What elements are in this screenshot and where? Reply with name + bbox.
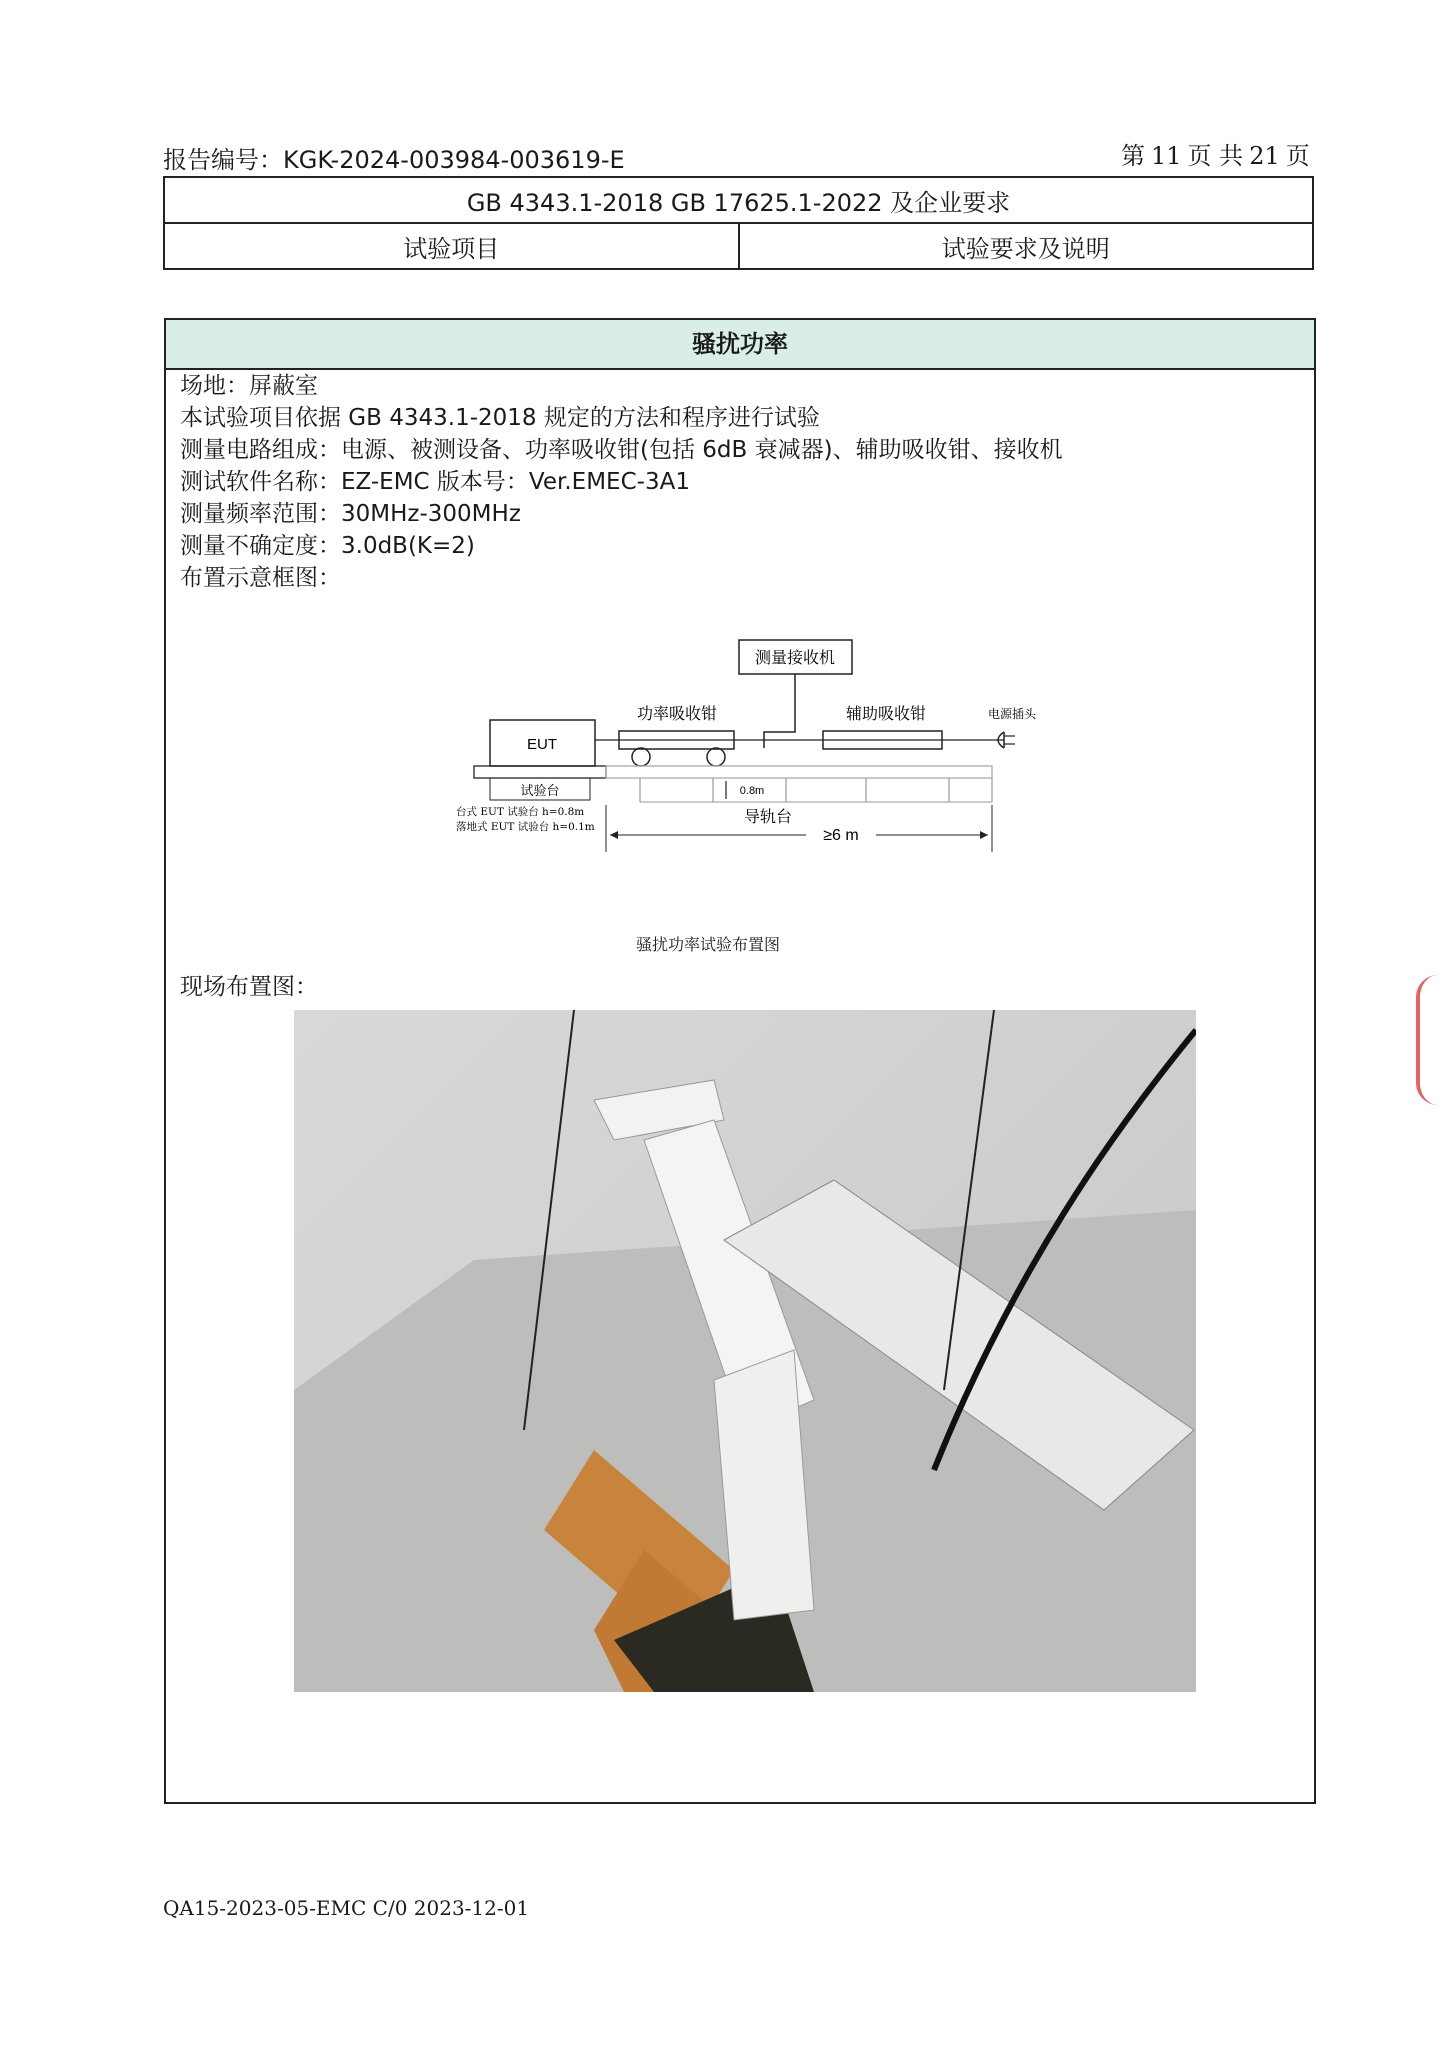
setup-diagram xyxy=(166,320,1314,960)
rail-top xyxy=(606,766,992,778)
line-site: 场地：屏蔽室 xyxy=(180,373,318,399)
aux-clamp-label: 辅助吸收钳 xyxy=(845,704,927,723)
receiver-label: 测量接收机 xyxy=(754,648,836,667)
page-label-1: 第 xyxy=(1121,142,1145,170)
line-circuit: 测量电路组成：电源、被测设备、功率吸收钳(包括 6dB 衰减器)、辅助吸收钳、接收机 xyxy=(180,437,1063,463)
disturbance-power-section xyxy=(164,318,1316,1804)
test-table-label: 试验台 xyxy=(520,784,560,799)
line-software: 测试软件名称：EZ-EMC 版本号：Ver.EMEC-3A1 xyxy=(180,469,690,495)
section-title: 骚扰功率 xyxy=(166,320,1314,370)
report-number: 报告编号：KGK-2024-003984-003619-E xyxy=(163,146,625,174)
site-photo-label: 现场布置图： xyxy=(180,974,318,1000)
page-current: 11 xyxy=(1151,142,1182,170)
page-indicator xyxy=(1115,136,1310,171)
page-label-2: 页 共 xyxy=(1187,142,1244,170)
rail-label: 导轨台 xyxy=(743,807,793,826)
height-label: 0.8m xyxy=(739,785,765,797)
plug-label: 电源插头 xyxy=(987,707,1037,721)
length-label: ≥6 m xyxy=(823,827,859,844)
page-total: 21 xyxy=(1249,142,1280,170)
power-clamp-label: 功率吸收钳 xyxy=(636,704,718,723)
test-item-header: 试验项目 xyxy=(164,223,739,269)
line-uncertainty: 测量不确定度：3.0dB(K=2) xyxy=(180,533,475,559)
power-clamp-wheel-right xyxy=(707,748,725,766)
line-frequency: 测量频率范围：30MHz-300MHz xyxy=(180,501,521,527)
red-seal-mark xyxy=(1416,975,1438,1105)
line-standard: 本试验项目依据 GB 4343.1-2018 规定的方法和程序进行试验 xyxy=(180,405,820,431)
diagram-caption: 骚扰功率试验布置图 xyxy=(636,935,781,954)
header-table xyxy=(163,176,1314,270)
page-label-3: 页 xyxy=(1285,142,1310,170)
note-desktop-eut: 台式 EUT 试验台 h=0.8m xyxy=(456,806,585,818)
test-table-top xyxy=(474,766,606,778)
power-clamp-wheel-left xyxy=(632,748,650,766)
receiver-cable xyxy=(764,674,795,748)
footer-code: QA15-2023-05-EMC C/0 2023-12-01 xyxy=(163,1896,530,1920)
note-floor-eut: 落地式 EUT 试验台 h=0.1m xyxy=(456,821,595,833)
site-photo xyxy=(294,1010,1196,1692)
standards-cell: GB 4343.1-2018 GB 17625.1-2022 及企业要求 xyxy=(164,177,1313,223)
test-requirements-header: 试验要求及说明 xyxy=(739,223,1314,269)
line-diagram-label: 布置示意框图： xyxy=(180,565,341,591)
eut-label: EUT xyxy=(527,736,557,753)
